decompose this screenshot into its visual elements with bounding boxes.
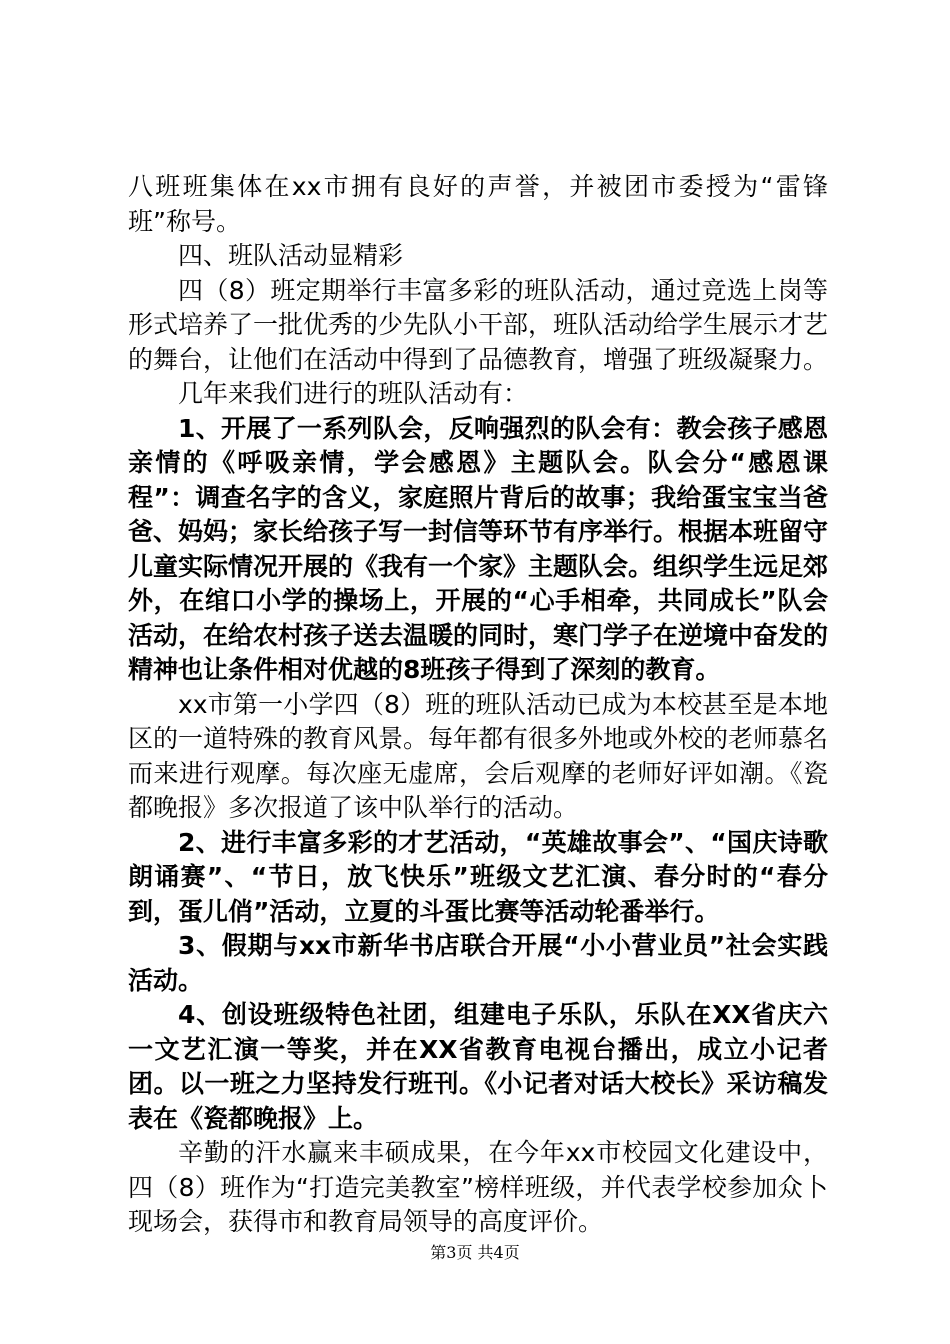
section-heading: 四、班队活动显精彩 [178, 241, 404, 270]
paragraph-item-2: 2、进行丰富多彩的才艺活动，“英雄故事会”、“国庆诗歌朗诵赛”、“节日，放飞快乐”班级文艺汇演、春分时的“春分到，蛋儿俏”活动，立夏的斗蛋比赛等活动轮番举行。 [128, 827, 828, 926]
paragraph-item-3: 3、假期与xx市新华书店联合开展“小小营业员”社会实践活动。 [128, 931, 828, 995]
paragraph-continuation: 八班班集体在xx市拥有良好的声誉，并被团市委授为“雷锋班”称号。 [128, 172, 828, 236]
paragraph-school-note: xx市第一小学四（8）班的班队活动已成为本校甚至是本地区的一道特殊的教育风景。每年都有很多外地或外校的老师慕名而来进行观摩。每次座无虚席，会后观摩的老师好评如潮。《瓷都晚报》多次报道了该中队举行的活动。 [128, 689, 829, 822]
paragraph-list-lead: 几年来我们进行的班队活动有： [178, 379, 529, 408]
page-number-footer: 第3页 共4页 [430, 1243, 520, 1262]
document-body [128, 170, 828, 1240]
paragraph-intro: 四（8）班定期举行丰富多彩的班队活动，通过竞选上岗等形式培养了一批优秀的少先队小干部，班队活动给学生展示才艺的舞台，让他们在活动中得到了品德教育，增强了班级凝聚力。 [128, 275, 829, 374]
paragraph-item-4: 4、创设班级特色社团，组建电子乐队，乐队在XX省庆六一文艺汇演一等奖，并在XX省教育电视台播出，成立小记者团。以一班之力坚持发行班刊。《小记者对话大校长》采访稿发表在《瓷都晚报》上。 [128, 1000, 828, 1133]
paragraph-conclusion: 辛勤的汗水赢来丰硕成果，在今年xx市校园文化建设中，四（8）班作为“打造完美教室”榜样班级，并代表学校参加众卜现场会，获得市和教育局领导的高度评价。 [128, 1138, 828, 1236]
paragraph-item-1: 1、开展了一系列队会，反响强烈的队会有：教会孩子感恩亲情的《呼吸亲情，学会感恩》主题队会。队会分“感恩课程”：调查名字的含义，家庭照片背后的故事；我给蛋宝宝当爸爸、妈妈；家长给孩子写一封信等环节有序举行。根据本班留守儿童实际情况开展的《我有一个家》主题队会。组织学生远足郊外，在绾口小学的操场上，开展的“心手相牵，共同成长”队会活动，在给农村孩子送去温暖的同时，寒门学子在逆境中奋发的精神也让条件相对优越的8班孩子得到了深刻的教育。 [128, 413, 829, 684]
